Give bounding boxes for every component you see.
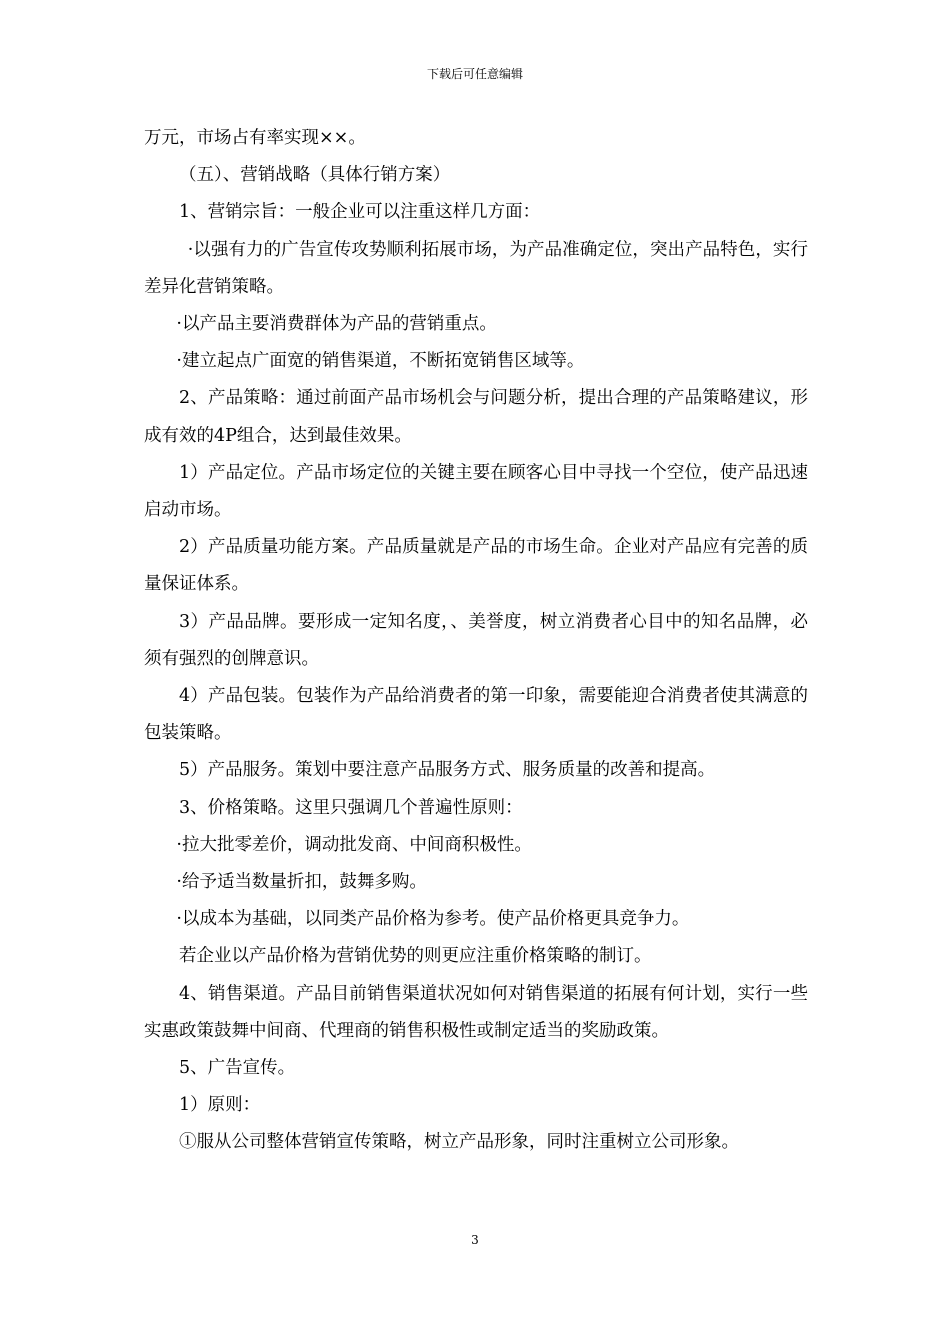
paragraph-advertising: 5、广告宣传。 bbox=[179, 1058, 296, 1079]
paragraph-marketing-purpose: 1、营销宗旨：一般企业可以注重这样几方面： bbox=[179, 202, 541, 223]
bullet-sales-channels: ·建立起点广面宽的销售渠道，不断拓宽销售区域等。 bbox=[176, 351, 585, 372]
bullet-cost-based: ·以成本为基础，以同类产品价格为参考。使产品价格更具竞争力。 bbox=[176, 909, 690, 930]
paragraph-product-packaging: 4）产品包装。包装作为产品给消费者的第一印象，需要能迎合消费者使其满意的包装策略。 bbox=[144, 686, 808, 744]
page-number: 3 bbox=[471, 1233, 479, 1247]
page-header: 下载后可任意编辑 bbox=[426, 67, 523, 81]
document-body bbox=[144, 120, 808, 1162]
bullet-price-margin: ·拉大批零差价，调动批发商、中间商积极性。 bbox=[176, 834, 532, 855]
paragraph-product-brand: 3）产品品牌。要形成一定知名度，、美誉度，树立消费者心目中的知名品牌，必须有强烈的创牌意识。 bbox=[144, 611, 808, 669]
section-heading-marketing-strategy: （五）、营销战略（具体行销方案） bbox=[179, 165, 451, 186]
paragraph-principle-one: ①服从公司整体营销宣传策略，树立产品形象，同时注重树立公司形象。 bbox=[179, 1132, 739, 1153]
paragraph-product-quality: 2）产品质量功能方案。产品质量就是产品的市场生命。企业对产品应有完善的质量保证体系。 bbox=[144, 537, 808, 595]
paragraph-market-share: 万元，市场占有率实现××。 bbox=[144, 128, 366, 148]
paragraph-price-advantage: 若企业以产品价格为营销优势的则更应注重价格策略的制订。 bbox=[179, 946, 652, 967]
bullet-quantity-discount: ·给予适当数量折扣，鼓舞多购。 bbox=[176, 872, 427, 893]
paragraph-product-service: 5）产品服务。策划中要注意产品服务方式、服务质量的改善和提高。 bbox=[179, 760, 716, 781]
paragraph-product-strategy: 2、产品策略：通过前面产品市场机会与问题分析，提出合理的产品策略建议，形成有效的4P组合，达到最佳效果。 bbox=[144, 388, 808, 446]
bullet-advertising-campaign: ·以强有力的广告宣传攻势顺利拓展市场，为产品准确定位，突出产品特色，实行差异化营销策略。 bbox=[144, 239, 808, 297]
paragraph-product-positioning: 1）产品定位。产品市场定位的关键主要在顾客心目中寻找一个空位，使产品迅速启动市场。 bbox=[144, 462, 808, 521]
paragraph-principles: 1）原则： bbox=[179, 1095, 261, 1116]
paragraph-price-strategy: 3、价格策略。这里只强调几个普遍性原则： bbox=[179, 797, 523, 818]
paragraph-sales-channels: 4、销售渠道。产品目前销售渠道状况如何对销售渠道的拓展有何计划，实行一些实惠政策鼓舞中间商、代理商的销售积极性或制定适当的奖励政策。 bbox=[144, 983, 808, 1041]
bullet-target-consumers: ·以产品主要消费群体为产品的营销重点。 bbox=[176, 314, 497, 335]
